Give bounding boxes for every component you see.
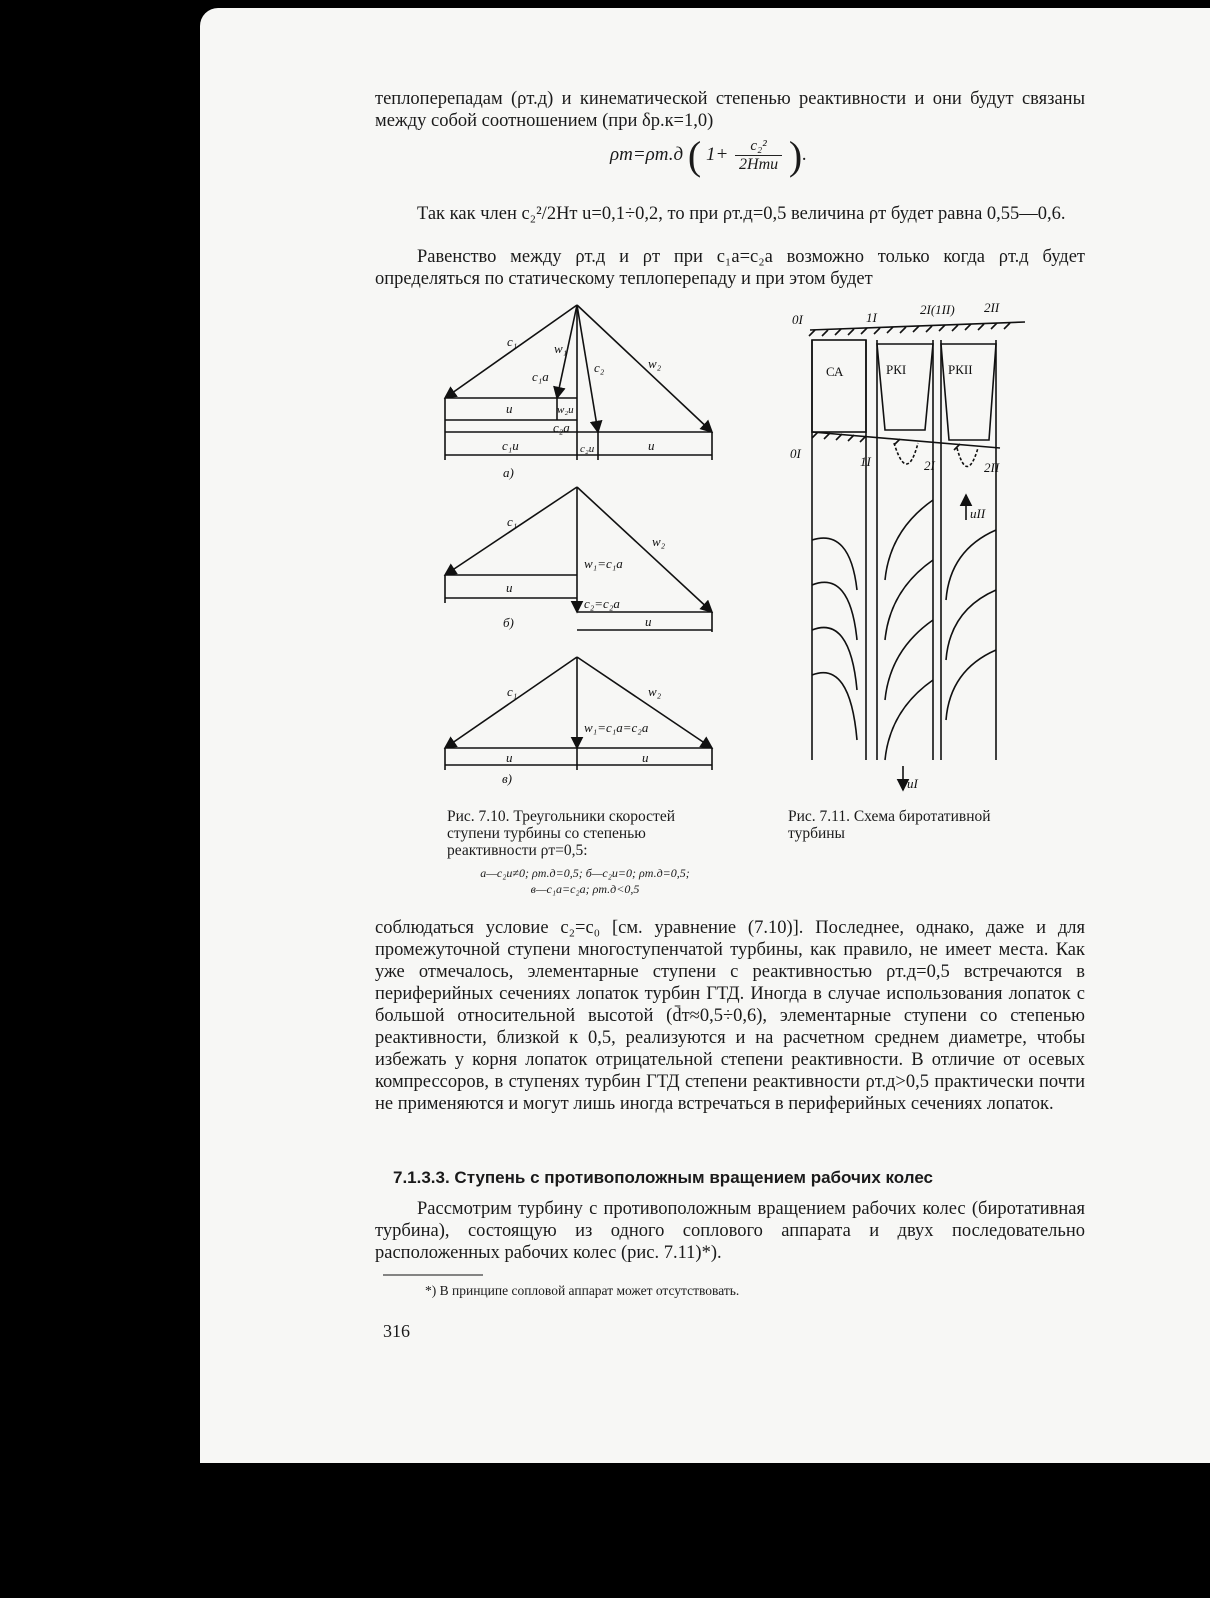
fig711-caption: Рис. 7.11. Схема биротативной турбины [788, 808, 991, 842]
b-c2: c₂=c₂a [584, 596, 620, 611]
b-u-right: u [645, 614, 652, 629]
a-c2u: c₂u [580, 443, 595, 455]
f711-o1-top: 0I [792, 312, 803, 327]
page-number: 316 [383, 1321, 410, 1341]
fig710-panel-c [445, 657, 712, 770]
c-u-right: u [642, 750, 649, 765]
a-w1: w₁ [554, 341, 568, 356]
fig711-scheme [809, 322, 1025, 790]
fig710-caption: Рис. 7.10. Треугольники скоростей ступени турбины со степенью реактивности ρт=0,5: [447, 808, 675, 859]
paragraph-5: Рассмотрим турбину с противоположным вращением рабочих колес (биротативная турбина), состоящую из одного соплового аппарата и двух последовательно расположенных рабочих колес (рис. 7.11)*). [375, 1199, 1085, 1263]
footnote: *) В принципе сопловой аппарат может отсутствовать. [425, 1283, 740, 1298]
b-w1: w₁=c₁a [584, 556, 623, 571]
c-u: u [506, 750, 513, 765]
a-u-right: u [648, 438, 655, 453]
f711-ii1-bottom: 2I [924, 458, 935, 473]
f711-sec2: 2I(1II) [920, 302, 955, 317]
b-c1: c₁ [507, 514, 518, 529]
formula-one-plus: 1+ [705, 143, 729, 165]
formula-denominator: 2Hтu [739, 155, 779, 173]
b-u: u [506, 580, 513, 595]
f711-ca: СА [826, 364, 844, 379]
fig710-panel-a [445, 305, 712, 460]
formula-tail: . [802, 143, 807, 165]
fig710-subcaption-2: в—c₁a=c₂a; ρт.д<0,5 [530, 882, 640, 896]
c-w2: w₂ [648, 684, 662, 699]
paragraph-1: теплоперепадам (ρт.д) и кинематической степенью реактивности и они будут связаны между собой соотношением (при δр.к=1,0) [375, 89, 1085, 131]
section-heading: 7.1.3.3. Ступень с противоположным вращением рабочих колес [393, 1168, 933, 1187]
a-c1u: c₁u [502, 438, 519, 453]
f711-ii2-top: 2II [984, 300, 1000, 315]
formula-numerator: c₂² [735, 138, 782, 156]
c-w1: w₁=c₁a=c₂a [584, 720, 649, 735]
paragraph-2: Так как член c₂²/2Hт u=0,1÷0,2, то при ρт.д=0,5 величина ρт будет равна 0,55—0,6. [417, 204, 1066, 224]
formula-reactivity: ρт=ρт.д ( 1+ $\frac{\text{c₂²}}{\text{2Hтu}}$ ). [610, 133, 807, 178]
a-label: а) [503, 465, 514, 480]
f711-i1-bottom: 1I [860, 454, 871, 469]
a-c1: c₁ [507, 334, 518, 349]
formula-lhs: ρт=ρт.д [610, 143, 684, 165]
f711-i1-top: 1I [866, 310, 877, 325]
a-c2a: c₂a [553, 420, 570, 435]
fig710-panel-b [445, 487, 712, 632]
f711-pk2: РКII [948, 362, 973, 377]
paragraph-4: соблюдаться условие c₂=c₀ [см. уравнение (7.10)]. Последнее, однако, даже и для промежуточной ступени многоступенчатой турбины, как правило, не имеет места. Как уже отмечалось, элементарные ступени с реактивностью ρт.д=0,5 встречаются в периферийных сечениях лопаток турбин ГТД. Иногда в случае использования лопаток с большой относительной высотой (d̄т≈0,5÷0,6), элементарные ступени со степенью реактивности, близкой к 0,5, реализуются и на расчетном среднем диаметре, чтобы избежать у корня лопаток отрицательной степени реактивности. В отличие от осевых компрессоров, в ступенях турбин ГТД степени реактивности ρт.д>0,5 практически почти не применяются и могут лишь иногда встречаться в периферийных сечениях лопаток. [375, 918, 1085, 1114]
c-label: в) [502, 771, 512, 786]
b-w2: w₂ [652, 534, 666, 549]
a-w2: w₂ [648, 356, 662, 371]
a-c1a: c₁a [532, 369, 549, 384]
f711-u1: uI [907, 776, 918, 791]
f711-pk1: РКI [886, 362, 907, 377]
f711-ii2-bottom: 2II [984, 460, 1000, 475]
fig710-subcaption-1: а—c₂u≠0; ρт.д=0,5; б—c₂u=0; ρт.д=0,5; [480, 866, 690, 880]
a-u: u [506, 401, 513, 416]
a-c2: c₂ [594, 360, 605, 375]
a-w2u: w₂u [557, 404, 574, 416]
c-c1: c₁ [507, 684, 518, 699]
f711-u2: uII [970, 506, 986, 521]
b-label: б) [503, 615, 514, 630]
paragraph-3: Равенство между ρт.д и ρт при c₁a=c₂a возможно только когда ρт.д будет определяться по статическому теплоперепаду и при этом будет [375, 247, 1085, 289]
f711-o1-bottom: 0I [790, 446, 801, 461]
